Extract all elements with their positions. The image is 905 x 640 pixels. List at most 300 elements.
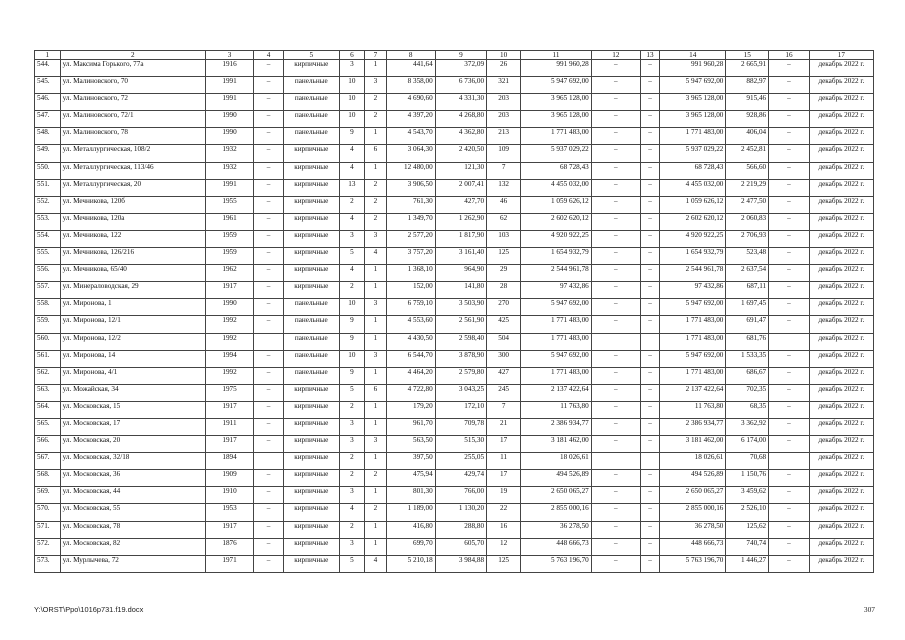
table-row (35, 436, 874, 453)
cell-year-reconstructed: – (254, 401, 284, 418)
cell-living-area: 1 262,90 (435, 213, 486, 230)
cell-year-reconstructed: – (254, 145, 284, 162)
cell-total-cost: 1 771 483,00 (521, 316, 592, 333)
cell-address: ул. Мечникова, 120б (60, 196, 205, 213)
cell-year-built: 1917 (205, 401, 253, 418)
cell-residents: 28 (487, 282, 521, 299)
cell-total-area: 961,70 (386, 418, 435, 435)
cell-deadline: декабрь 2022 г. (809, 401, 873, 418)
cell-living-area: 766,00 (435, 487, 486, 504)
cell-cost-col-12: – (591, 538, 640, 555)
cell-year-built: 1876 (205, 538, 253, 555)
cell-cost-col-14: 5 947 692,00 (660, 77, 726, 94)
cell-row-number: 550. (35, 162, 61, 179)
cell-year-reconstructed: – (254, 248, 284, 265)
cell-living-area: 4 331,30 (435, 94, 486, 111)
cell-deadline: декабрь 2022 г. (809, 77, 873, 94)
cell-year-built: 1992 (205, 367, 253, 384)
cell-cost-col-14: 2 602 620,12 (660, 213, 726, 230)
cell-cost-col-13: – (640, 487, 659, 504)
cell-address: ул. Металлургическая, 20 (60, 179, 205, 196)
cell-cost-col-12: – (591, 367, 640, 384)
column-header-4: 4 (254, 51, 284, 60)
cell-row-number: 568. (35, 470, 61, 487)
cell-cost-per-sqm: 2 665,91 (726, 60, 769, 77)
cell-cost-per-sqm: 68,35 (726, 401, 769, 418)
cell-total-area: 563,50 (386, 436, 435, 453)
cell-deadline: декабрь 2022 г. (809, 282, 873, 299)
cell-cost-per-sqm: 406,04 (726, 128, 769, 145)
cell-total-cost: 18 026,61 (521, 453, 592, 470)
cell-year-built: 1916 (205, 60, 253, 77)
cell-cost-col-14: 4 920 922,25 (660, 230, 726, 247)
cell-cost-col-16: – (769, 555, 810, 572)
cell-year-reconstructed: – (254, 230, 284, 247)
cell-cost-per-sqm: 915,46 (726, 94, 769, 111)
cell-cost-col-13 (640, 453, 659, 470)
cell-living-area: 605,70 (435, 538, 486, 555)
cell-year-reconstructed (254, 333, 284, 350)
cell-floors: 3 (339, 230, 365, 247)
cell-total-cost: 5 937 029,22 (521, 145, 592, 162)
cell-total-cost: 3 965 128,00 (521, 94, 592, 111)
cell-year-reconstructed: – (254, 418, 284, 435)
cell-deadline: декабрь 2022 г. (809, 265, 873, 282)
cell-address: ул. Московская, 32/18 (60, 453, 205, 470)
cell-cost-col-13: – (640, 384, 659, 401)
cell-cost-col-16: – (769, 196, 810, 213)
cell-year-built: 1917 (205, 521, 253, 538)
cell-cost-col-16: – (769, 94, 810, 111)
cell-row-number: 560. (35, 333, 61, 350)
cell-deadline: декабрь 2022 г. (809, 418, 873, 435)
cell-cost-col-16: – (769, 401, 810, 418)
cell-total-cost: 3 181 462,00 (521, 436, 592, 453)
cell-living-area: 709,78 (435, 418, 486, 435)
cell-floors: 4 (339, 162, 365, 179)
cell-cost-col-13: – (640, 60, 659, 77)
cell-cost-col-16: – (769, 60, 810, 77)
cell-entrances: 1 (365, 162, 386, 179)
table-header-row (35, 51, 874, 60)
cell-year-reconstructed: – (254, 384, 284, 401)
table-row (35, 470, 874, 487)
cell-row-number: 547. (35, 111, 61, 128)
cell-cost-col-14: 5 947 692,00 (660, 299, 726, 316)
document-path: Y:\ORST\Ppo\1016p731.f19.docx (34, 605, 144, 614)
cell-cost-col-13: – (640, 111, 659, 128)
cell-deadline: декабрь 2022 г. (809, 145, 873, 162)
cell-row-number: 558. (35, 299, 61, 316)
cell-wall-material: панельные (284, 94, 340, 111)
table-row (35, 401, 874, 418)
cell-row-number: 559. (35, 316, 61, 333)
cell-total-cost: 36 278,50 (521, 521, 592, 538)
cell-cost-col-12: – (591, 111, 640, 128)
cell-address: ул. Московская, 20 (60, 436, 205, 453)
cell-year-reconstructed: – (254, 265, 284, 282)
cell-deadline: декабрь 2022 г. (809, 316, 873, 333)
cell-total-cost: 2 544 961,78 (521, 265, 592, 282)
cell-row-number: 563. (35, 384, 61, 401)
cell-cost-per-sqm: 1 446,27 (726, 555, 769, 572)
cell-cost-col-14: 5 763 196,70 (660, 555, 726, 572)
cell-wall-material: кирпичные (284, 418, 340, 435)
cell-total-cost: 494 526,89 (521, 470, 592, 487)
cell-year-reconstructed (254, 453, 284, 470)
cell-cost-col-13: – (640, 436, 659, 453)
cell-row-number: 567. (35, 453, 61, 470)
cell-total-area: 4 543,70 (386, 128, 435, 145)
cell-cost-per-sqm: 882,97 (726, 77, 769, 94)
cell-deadline: декабрь 2022 г. (809, 521, 873, 538)
cell-residents: 29 (487, 265, 521, 282)
cell-total-cost: 448 666,73 (521, 538, 592, 555)
cell-entrances: 6 (365, 145, 386, 162)
cell-cost-col-12: – (591, 555, 640, 572)
column-header-1: 1 (35, 51, 61, 60)
cell-floors: 5 (339, 555, 365, 572)
cell-address: ул. Малиновского, 78 (60, 128, 205, 145)
cell-total-area: 801,30 (386, 487, 435, 504)
cell-residents: 270 (487, 299, 521, 316)
table-row (35, 213, 874, 230)
cell-row-number: 551. (35, 179, 61, 196)
cell-total-cost: 1 771 483,00 (521, 333, 592, 350)
cell-residents: 21 (487, 418, 521, 435)
cell-deadline: декабрь 2022 г. (809, 470, 873, 487)
cell-residents: 22 (487, 504, 521, 521)
cell-floors: 5 (339, 248, 365, 265)
cell-floors: 2 (339, 521, 365, 538)
cell-cost-per-sqm: 702,35 (726, 384, 769, 401)
cell-total-cost: 5 947 692,00 (521, 299, 592, 316)
cell-entrances: 2 (365, 504, 386, 521)
page-number: 307 (863, 605, 875, 614)
cell-cost-col-14: 1 771 483,00 (660, 333, 726, 350)
cell-residents: 7 (487, 162, 521, 179)
cell-floors: 4 (339, 504, 365, 521)
cell-entrances: 2 (365, 94, 386, 111)
cell-wall-material: кирпичные (284, 179, 340, 196)
cell-cost-per-sqm: 566,60 (726, 162, 769, 179)
cell-total-area: 416,80 (386, 521, 435, 538)
cell-deadline: декабрь 2022 г. (809, 162, 873, 179)
table-row (35, 196, 874, 213)
table-row (35, 555, 874, 572)
table-row (35, 282, 874, 299)
cell-cost-col-13: – (640, 367, 659, 384)
cell-cost-per-sqm: 687,11 (726, 282, 769, 299)
table-row (35, 333, 874, 350)
cell-row-number: 561. (35, 350, 61, 367)
cell-cost-col-12: – (591, 282, 640, 299)
cell-cost-col-12: – (591, 60, 640, 77)
cell-entrances: 1 (365, 316, 386, 333)
table-row (35, 367, 874, 384)
cell-wall-material: кирпичные (284, 145, 340, 162)
cell-deadline: декабрь 2022 г. (809, 230, 873, 247)
cell-total-area: 3 906,50 (386, 179, 435, 196)
cell-wall-material: кирпичные (284, 538, 340, 555)
cell-living-area: 3 878,90 (435, 350, 486, 367)
cell-cost-col-16: – (769, 418, 810, 435)
cell-cost-col-12: – (591, 77, 640, 94)
cell-deadline: декабрь 2022 г. (809, 453, 873, 470)
table-row (35, 350, 874, 367)
column-header-7: 7 (365, 51, 386, 60)
cell-address: ул. Мурлычева, 72 (60, 555, 205, 572)
cell-address: ул. Московская, 15 (60, 401, 205, 418)
cell-year-built: 1991 (205, 77, 253, 94)
cell-total-area: 4 722,80 (386, 384, 435, 401)
cell-year-built: 1917 (205, 282, 253, 299)
cell-cost-col-14: 448 666,73 (660, 538, 726, 555)
cell-total-area: 5 210,18 (386, 555, 435, 572)
table-row (35, 230, 874, 247)
cell-cost-per-sqm: 2 706,93 (726, 230, 769, 247)
table-row (35, 265, 874, 282)
cell-row-number: 556. (35, 265, 61, 282)
cell-cost-col-13: – (640, 521, 659, 538)
cell-cost-col-12: – (591, 470, 640, 487)
cell-year-reconstructed: – (254, 111, 284, 128)
table-row (35, 179, 874, 196)
cell-cost-col-12: – (591, 179, 640, 196)
cell-living-area: 1 817,90 (435, 230, 486, 247)
cell-entrances: 1 (365, 538, 386, 555)
cell-row-number: 571. (35, 521, 61, 538)
cell-year-built: 1971 (205, 555, 253, 572)
cell-cost-col-13: – (640, 179, 659, 196)
cell-cost-col-14: 3 181 462,00 (660, 436, 726, 453)
cell-cost-per-sqm: 681,76 (726, 333, 769, 350)
cell-cost-col-14: 11 763,80 (660, 401, 726, 418)
column-header-5: 5 (284, 51, 340, 60)
cell-year-reconstructed: – (254, 282, 284, 299)
cell-year-reconstructed: – (254, 521, 284, 538)
cell-residents: 26 (487, 60, 521, 77)
cell-cost-per-sqm: 2 637,54 (726, 265, 769, 282)
column-header-11: 11 (521, 51, 592, 60)
cell-cost-col-16: – (769, 128, 810, 145)
cell-deadline: декабрь 2022 г. (809, 299, 873, 316)
cell-floors: 2 (339, 453, 365, 470)
cell-entrances: 2 (365, 213, 386, 230)
cell-residents: 16 (487, 521, 521, 538)
cell-year-built: 1991 (205, 94, 253, 111)
cell-wall-material: панельные (284, 350, 340, 367)
cell-total-area: 4 397,20 (386, 111, 435, 128)
cell-cost-col-12: – (591, 213, 640, 230)
table-row (35, 384, 874, 401)
cell-cost-col-16: – (769, 213, 810, 230)
cell-deadline: декабрь 2022 г. (809, 384, 873, 401)
cell-floors: 4 (339, 213, 365, 230)
cell-cost-col-16: – (769, 367, 810, 384)
cell-deadline: декабрь 2022 г. (809, 538, 873, 555)
column-header-9: 9 (435, 51, 486, 60)
cell-total-area: 1 368,10 (386, 265, 435, 282)
cell-wall-material: кирпичные (284, 453, 340, 470)
cell-living-area: 2 579,80 (435, 367, 486, 384)
cell-deadline: декабрь 2022 г. (809, 111, 873, 128)
cell-living-area: 6 736,00 (435, 77, 486, 94)
cell-cost-col-14: 4 455 032,00 (660, 179, 726, 196)
table-row (35, 111, 874, 128)
cell-cost-col-14: 1 654 932,79 (660, 248, 726, 265)
cell-living-area: 255,05 (435, 453, 486, 470)
cell-cost-col-14: 2 386 934,77 (660, 418, 726, 435)
cell-total-area: 6 544,70 (386, 350, 435, 367)
cell-cost-col-14: 2 544 961,78 (660, 265, 726, 282)
cell-year-built: 1909 (205, 470, 253, 487)
cell-cost-col-14: 1 059 626,12 (660, 196, 726, 213)
cell-year-reconstructed: – (254, 77, 284, 94)
cell-cost-col-16: – (769, 504, 810, 521)
cell-residents: 504 (487, 333, 521, 350)
cell-cost-col-12: – (591, 436, 640, 453)
cell-floors: 10 (339, 77, 365, 94)
cell-total-cost: 991 960,28 (521, 60, 592, 77)
cell-address: ул. Миронова, 12/2 (60, 333, 205, 350)
cell-wall-material: кирпичные (284, 248, 340, 265)
cell-cost-col-16: – (769, 521, 810, 538)
cell-cost-col-13 (640, 333, 659, 350)
cell-address: ул. Малиновского, 72/1 (60, 111, 205, 128)
cell-residents: 19 (487, 487, 521, 504)
cell-wall-material: кирпичные (284, 213, 340, 230)
cell-cost-col-16: – (769, 179, 810, 196)
cell-floors: 10 (339, 94, 365, 111)
cell-residents: 125 (487, 555, 521, 572)
cell-cost-col-13: – (640, 248, 659, 265)
cell-wall-material: кирпичные (284, 265, 340, 282)
cell-residents: 17 (487, 436, 521, 453)
cell-cost-per-sqm: 686,67 (726, 367, 769, 384)
cell-wall-material: кирпичные (284, 384, 340, 401)
cell-deadline: декабрь 2022 г. (809, 487, 873, 504)
cell-address: ул. Мечникова, 126/216 (60, 248, 205, 265)
cell-cost-col-12: – (591, 248, 640, 265)
cell-cost-col-14: 1 771 483,00 (660, 128, 726, 145)
table-row (35, 316, 874, 333)
cell-year-built: 1917 (205, 436, 253, 453)
cell-floors: 5 (339, 384, 365, 401)
cell-total-cost: 1 059 626,12 (521, 196, 592, 213)
cell-cost-col-16: – (769, 111, 810, 128)
cell-cost-per-sqm: 1 697,45 (726, 299, 769, 316)
cell-year-built: 1932 (205, 145, 253, 162)
cell-year-built: 1962 (205, 265, 253, 282)
cell-total-cost: 5 947 692,00 (521, 350, 592, 367)
cell-total-area: 1 349,70 (386, 213, 435, 230)
cell-total-cost: 2 855 000,16 (521, 504, 592, 521)
cell-wall-material: кирпичные (284, 555, 340, 572)
cell-year-reconstructed: – (254, 213, 284, 230)
cell-cost-col-13: – (640, 299, 659, 316)
cell-row-number: 552. (35, 196, 61, 213)
cell-entrances: 6 (365, 384, 386, 401)
cell-address: ул. Миронова, 1 (60, 299, 205, 316)
cell-living-area: 2 007,41 (435, 179, 486, 196)
cell-residents: 62 (487, 213, 521, 230)
cell-year-reconstructed: – (254, 162, 284, 179)
cell-year-built: 1953 (205, 504, 253, 521)
cell-cost-col-16: – (769, 162, 810, 179)
cell-wall-material: кирпичные (284, 401, 340, 418)
cell-residents: 425 (487, 316, 521, 333)
cell-total-cost: 1 771 483,00 (521, 128, 592, 145)
table-row (35, 248, 874, 265)
cell-cost-col-12 (591, 453, 640, 470)
cell-floors: 2 (339, 401, 365, 418)
cell-floors: 10 (339, 111, 365, 128)
cell-wall-material: кирпичные (284, 521, 340, 538)
cell-floors: 3 (339, 60, 365, 77)
cell-deadline: декабрь 2022 г. (809, 555, 873, 572)
cell-residents: 17 (487, 470, 521, 487)
cell-residents: 300 (487, 350, 521, 367)
cell-residents: 213 (487, 128, 521, 145)
cell-deadline: декабрь 2022 г. (809, 436, 873, 453)
cell-year-reconstructed: – (254, 436, 284, 453)
cell-year-built: 1959 (205, 248, 253, 265)
column-header-12: 12 (591, 51, 640, 60)
cell-total-cost: 2 386 934,77 (521, 418, 592, 435)
cell-cost-col-14: 494 526,89 (660, 470, 726, 487)
cell-cost-col-16: – (769, 436, 810, 453)
cell-cost-col-14: 5 937 029,22 (660, 145, 726, 162)
cell-total-cost: 11 763,80 (521, 401, 592, 418)
cell-cost-per-sqm: 2 477,50 (726, 196, 769, 213)
cell-cost-per-sqm: 3 459,62 (726, 487, 769, 504)
cell-residents: 245 (487, 384, 521, 401)
cell-entrances: 2 (365, 179, 386, 196)
cell-living-area: 172,10 (435, 401, 486, 418)
cell-total-area: 4 430,50 (386, 333, 435, 350)
cell-wall-material: панельные (284, 128, 340, 145)
cell-cost-col-13: – (640, 94, 659, 111)
cell-entrances: 3 (365, 350, 386, 367)
cell-entrances: 1 (365, 453, 386, 470)
cell-cost-per-sqm: 928,86 (726, 111, 769, 128)
cell-cost-col-13: – (640, 213, 659, 230)
cell-cost-col-12: – (591, 162, 640, 179)
cell-deadline: декабрь 2022 г. (809, 504, 873, 521)
cell-year-built: 1910 (205, 487, 253, 504)
cell-cost-per-sqm: 1 150,76 (726, 470, 769, 487)
cell-total-cost: 1 654 932,79 (521, 248, 592, 265)
cell-address: ул. Московская, 44 (60, 487, 205, 504)
cell-floors: 13 (339, 179, 365, 196)
cell-address: ул. Мечникова, 120а (60, 213, 205, 230)
table-body (35, 60, 874, 573)
cell-cost-col-13: – (640, 282, 659, 299)
cell-row-number: 554. (35, 230, 61, 247)
cell-year-reconstructed: – (254, 470, 284, 487)
cell-cost-col-16: – (769, 316, 810, 333)
cell-entrances: 1 (365, 128, 386, 145)
cell-cost-col-12: – (591, 521, 640, 538)
cell-floors: 10 (339, 299, 365, 316)
cell-row-number: 545. (35, 77, 61, 94)
cell-cost-per-sqm: 2 526,10 (726, 504, 769, 521)
cell-row-number: 562. (35, 367, 61, 384)
table-row (35, 521, 874, 538)
cell-row-number: 569. (35, 487, 61, 504)
cell-entrances: 1 (365, 60, 386, 77)
